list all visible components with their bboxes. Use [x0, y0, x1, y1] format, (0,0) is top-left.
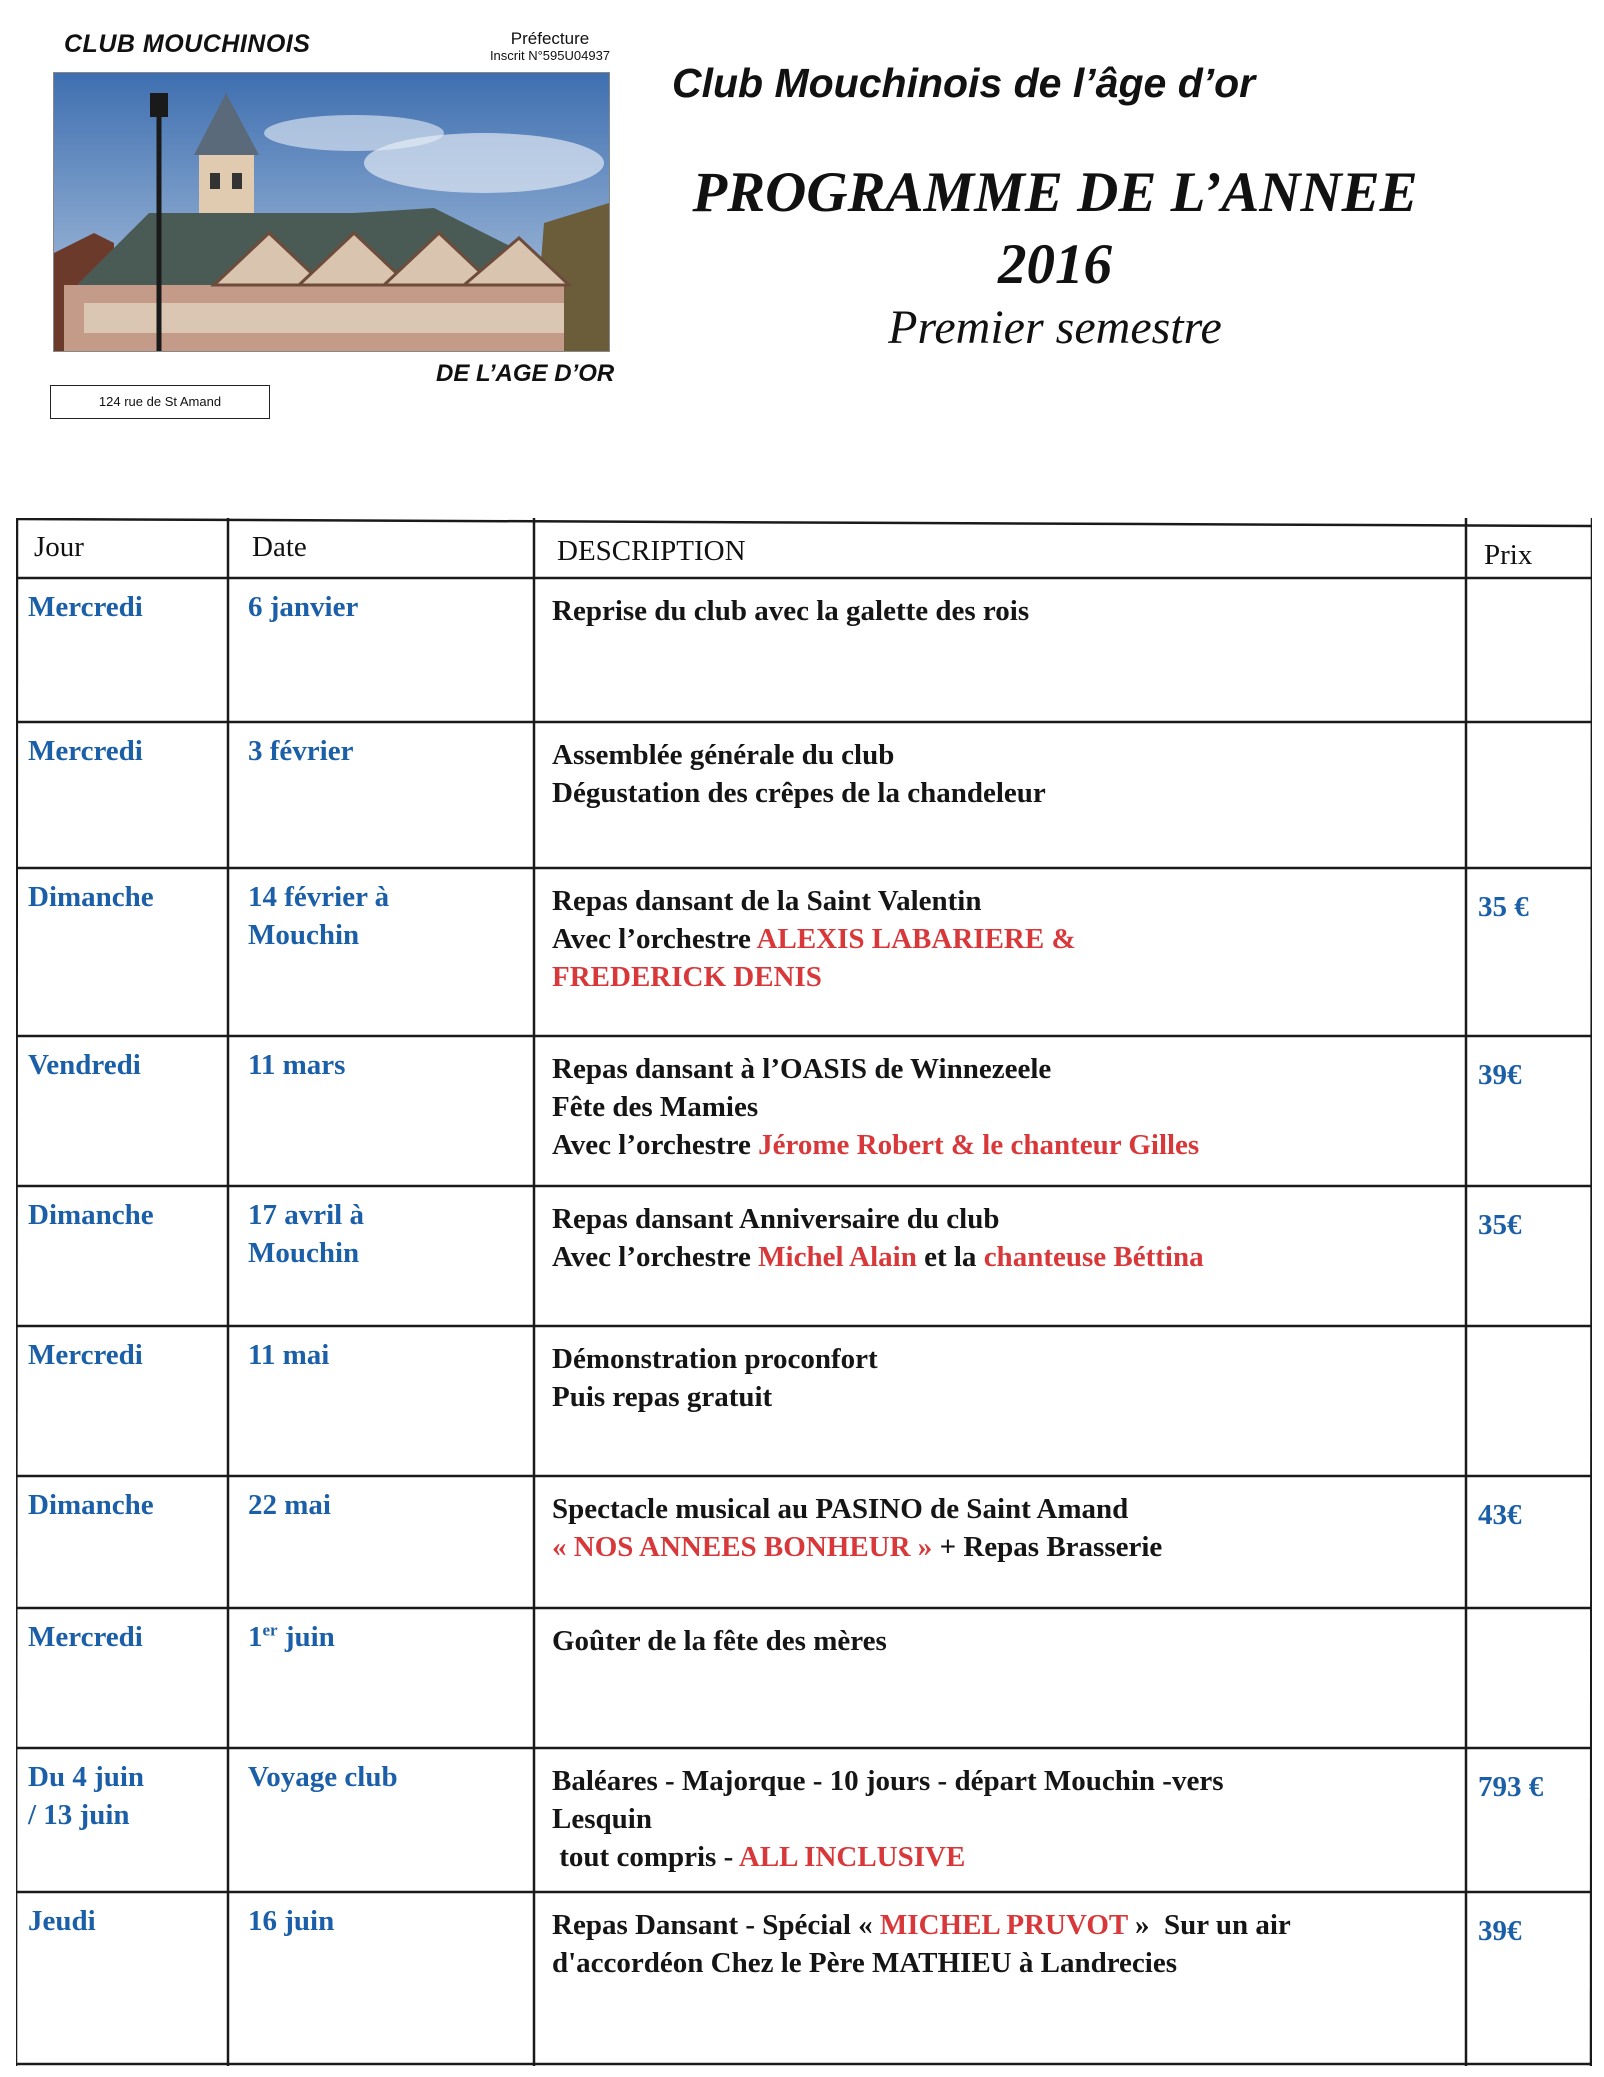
row-description-line [552, 1528, 1162, 1566]
description-text: Démonstration proconfort [552, 1343, 878, 1375]
program-period: Premier semestre [888, 301, 1222, 354]
row-description-line [552, 1238, 1204, 1276]
row-day [28, 1336, 143, 1374]
row-day-line: Du 4 juin [28, 1761, 145, 1793]
row-date-text: 17 avril à [248, 1199, 364, 1231]
row-day [28, 1902, 96, 1940]
row-price: 793 € [1478, 1771, 1544, 1803]
row-description [552, 1762, 1223, 1876]
row-date-text: 16 juin [248, 1905, 335, 1937]
row-day [28, 1758, 144, 1834]
description-text: Assemblée générale du club [552, 739, 895, 771]
church-illustration [54, 73, 609, 351]
row-date-line [248, 732, 353, 770]
prefecture-number: Inscrit N°595U04937 [489, 48, 611, 63]
description-text: tout compris - [552, 1841, 739, 1873]
row-description-line [552, 1050, 1199, 1088]
description-text: Avec l’orchestre [552, 1129, 759, 1161]
description-text: Baléares - Majorque - 10 jours - départ Mouchin -vers [552, 1765, 1224, 1797]
row-date-text: 3 février [248, 735, 354, 767]
row-day-line: Mercredi [28, 1339, 143, 1371]
description-text: + Repas Brasserie [932, 1531, 1163, 1563]
row-date [248, 1618, 335, 1656]
row-date-text: 11 mai [248, 1339, 330, 1371]
row-price: 39€ [1478, 1915, 1522, 1947]
description-text: et la [916, 1241, 984, 1273]
row-description-line [552, 774, 1046, 812]
highlight-text: chanteuse Béttina [983, 1241, 1204, 1273]
row-day [28, 1196, 154, 1234]
row-date-line [248, 1046, 345, 1084]
row-description-line [552, 958, 1076, 996]
header-jour: Jour [34, 531, 84, 563]
row-description [552, 592, 1029, 630]
description-text: Avec l’orchestre [552, 1241, 759, 1273]
row-description-line [552, 920, 1076, 958]
row-description-line [552, 1126, 1199, 1164]
row-date-text: Mouchin [248, 1237, 360, 1269]
row-day [28, 1486, 154, 1524]
row-day-line: Dimanche [28, 1489, 154, 1521]
highlight-text: FREDERICK DENIS [552, 961, 822, 993]
header-description: DESCRIPTION [557, 535, 746, 567]
row-date-line [248, 1336, 329, 1374]
row-date-text: Mouchin [248, 919, 360, 951]
header-date: Date [252, 531, 307, 563]
description-text: Repas dansant de la Saint Valentin [552, 885, 982, 917]
row-date-rest: juin [277, 1621, 335, 1653]
row-description-line [552, 1490, 1162, 1528]
row-date-line [248, 1758, 398, 1796]
description-text: d'accordéon Chez le Père MATHIEU à Landrecies [552, 1947, 1178, 1979]
description-text: Goûter de la fête des mères [552, 1625, 887, 1657]
row-price: 43€ [1478, 1499, 1522, 1531]
description-text: Spectacle musical au PASINO de Saint Amand [552, 1493, 1129, 1525]
row-date-text: 14 février à [248, 881, 390, 913]
description-text: Fête des Mamies [552, 1091, 759, 1123]
row-description-line [552, 882, 1076, 920]
table-column-divider [16, 518, 17, 2066]
row-description-line [552, 1838, 1223, 1876]
row-description [552, 1340, 878, 1416]
row-day [28, 1046, 141, 1084]
row-date [248, 1046, 345, 1084]
table-column-divider [1591, 518, 1592, 2066]
highlight-text: Jérome Robert & le chanteur Gilles [758, 1129, 1200, 1161]
row-price: 39€ [1478, 1059, 1522, 1091]
row-date [248, 1758, 398, 1796]
club-name-top: CLUB MOUCHINOIS [64, 30, 311, 58]
row-description [552, 1906, 1291, 1982]
row-description-line [552, 1622, 887, 1660]
row-description [552, 882, 1076, 996]
row-description [552, 1200, 1204, 1276]
row-day-line: Jeudi [28, 1905, 96, 1937]
row-price: 35€ [1478, 1209, 1522, 1241]
row-date-line [248, 1196, 364, 1234]
row-day [28, 732, 143, 770]
program-title: PROGRAMME DE L’ANNEE [692, 161, 1418, 224]
row-day [28, 588, 143, 626]
description-text: Repas dansant à l’OASIS de Winnezeele [552, 1053, 1052, 1085]
row-description [552, 1622, 887, 1660]
row-description-line [552, 736, 1046, 774]
row-date [248, 732, 353, 770]
prefecture-label: Préfecture [510, 29, 590, 48]
program-year: 2016 [998, 233, 1112, 296]
row-date-line [248, 1234, 364, 1272]
row-description-line [552, 1762, 1223, 1800]
address-box: 124 rue de St Amand [50, 385, 270, 419]
row-day-line: Mercredi [28, 591, 143, 623]
age-dor-label: DE L’AGE D’OR [436, 360, 615, 387]
row-description [552, 1490, 1162, 1566]
row-description-line [552, 1200, 1204, 1238]
club-full-name: Club Mouchinois de l’âge d’or [672, 60, 1256, 106]
row-date-text: 1 [248, 1621, 263, 1653]
highlight-text: ALL INCLUSIVE [738, 1841, 966, 1873]
church-photo [53, 72, 610, 352]
row-day [28, 1618, 143, 1656]
row-day-line: Dimanche [28, 1199, 154, 1231]
row-date-superscript: er [262, 1620, 278, 1640]
row-date-line [248, 878, 389, 916]
description-text: Puis repas gratuit [552, 1381, 773, 1413]
highlight-text: Michel Alain [758, 1241, 917, 1273]
row-date-text: 11 mars [248, 1049, 346, 1081]
row-description-line [552, 1944, 1291, 1982]
row-date [248, 1196, 364, 1272]
row-description [552, 1050, 1199, 1164]
row-description-line [552, 592, 1029, 630]
description-text: Avec l’orchestre [552, 923, 757, 955]
description-text: Repas Dansant - Spécial « [552, 1909, 880, 1941]
row-description-line [552, 1378, 878, 1416]
row-date-line [248, 916, 389, 954]
row-description-line [552, 1088, 1199, 1126]
row-day-line: Dimanche [28, 881, 154, 913]
row-description-line [552, 1800, 1223, 1838]
row-date-line [248, 1486, 331, 1524]
row-date-line [248, 1902, 334, 1940]
row-day-line: Mercredi [28, 1621, 143, 1653]
row-date-text: 22 mai [248, 1489, 331, 1521]
row-date [248, 588, 358, 626]
row-description [552, 736, 1046, 812]
highlight-text: « NOS ANNEES BONHEUR » [552, 1531, 933, 1563]
row-date [248, 1486, 331, 1524]
program-table [16, 518, 1592, 2066]
row-date [248, 1902, 334, 1940]
row-price: 35 € [1478, 891, 1529, 923]
highlight-text: MICHEL PRUVOT [879, 1909, 1128, 1941]
row-day-line: / 13 juin [28, 1799, 130, 1831]
row-day-line: Mercredi [28, 735, 143, 767]
description-text: Lesquin [552, 1803, 652, 1835]
row-date [248, 878, 389, 954]
header-prix: Prix [1484, 539, 1533, 571]
description-text: Dégustation des crêpes de la chandeleur [552, 777, 1046, 809]
description-text: » Sur un air [1127, 1909, 1291, 1941]
description-text: Repas dansant Anniversaire du club [552, 1203, 1000, 1235]
row-day-line: Vendredi [28, 1049, 141, 1081]
row-description-line [552, 1340, 878, 1378]
prefecture-registration [465, 30, 635, 64]
row-date-text: Voyage club [248, 1761, 398, 1793]
row-date-line [248, 588, 358, 626]
row-day [28, 878, 154, 916]
table-border-top [16, 519, 1592, 526]
description-text: Reprise du club avec la galette des rois [552, 595, 1030, 627]
row-description-line [552, 1906, 1291, 1944]
row-date-text: 6 janvier [248, 591, 359, 623]
row-date [248, 1336, 329, 1374]
highlight-text: ALEXIS LABARIERE & [756, 923, 1076, 955]
row-date-line [248, 1618, 335, 1656]
